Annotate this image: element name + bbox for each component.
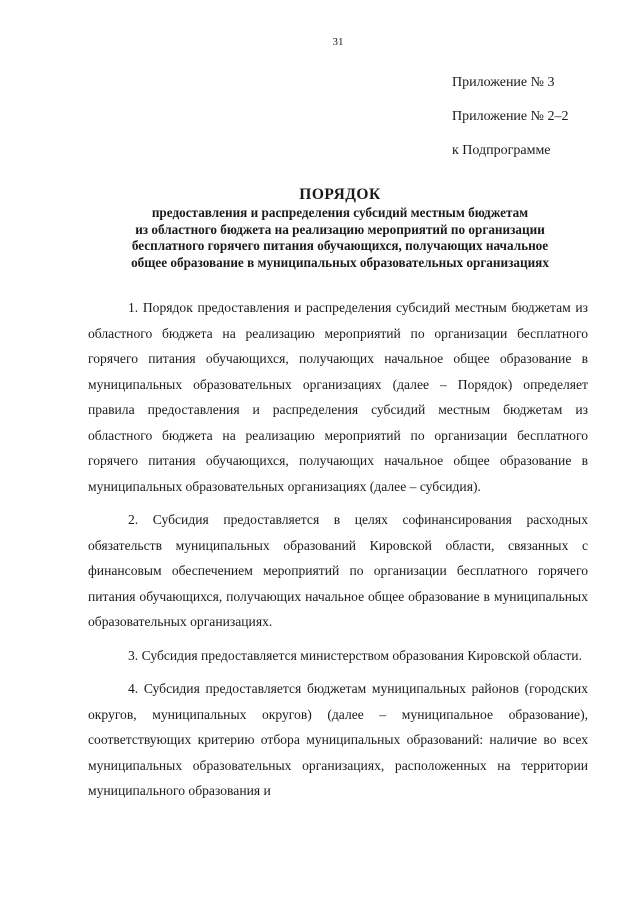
heading-line-3: бесплатного горячего питания обучающихся, получающих начальное <box>131 238 549 253</box>
appendix-line-2: Приложение № 2–2 <box>452 109 569 124</box>
paragraph-4: 4. Субсидия предоставляется бюджетам муниципальных районов (городских округов, муниципальных округов) (далее – муниципальное образование), соответствующих критерию отбора муниципальных образований: наличие во всех муниципальных образовательных организациях, расположенных на территории муниципального образования и <box>88 681 588 798</box>
document-heading <box>40 185 640 271</box>
appendix-line-3: к Подпрограмме <box>452 143 551 158</box>
appendix-block <box>452 66 569 168</box>
heading-line-4: общее образование в муниципальных образовательных организациях <box>131 254 549 270</box>
paragraph-3: 3. Субсидия предоставляется министерством образования Кировской области. <box>128 647 582 663</box>
document-body <box>88 295 588 812</box>
heading-line-1: предоставления и распределения субсидий местным бюджетам <box>151 205 529 220</box>
heading-line-2: из областного бюджета на реализацию мероприятий по организации <box>135 221 545 237</box>
paragraph-2: 2. Субсидия предоставляется в целях софинансирования расходных обязательств муниципальных образований Кировской области, связанных с финансовым обеспечением мероприятий по организации бесплатного горячего питания обучающихся, получающих начальное общее образование в муниципальных образовательных организациях. <box>88 512 588 629</box>
document-title: ПОРЯДОК <box>299 186 381 203</box>
page-number: 31 <box>332 36 344 48</box>
paragraph-1: 1. Порядок предоставления и распределения субсидий местным бюджетам из областного бюджета на реализацию мероприятий по организации бесплатного горячего питания обучающихся, получающих начальное общее образование в муниципальных образовательных организациях (далее – Порядок) определяет правила предоставления и распределения субсидий местным бюджетам из областного бюджета на реализацию мероприятий по организации бесплатного горячего питания обучающихся, получающих начальное общее образование в муниципальных образовательных организациях (далее – субсидия). <box>88 300 588 494</box>
appendix-line-1: Приложение № 3 <box>452 75 555 90</box>
